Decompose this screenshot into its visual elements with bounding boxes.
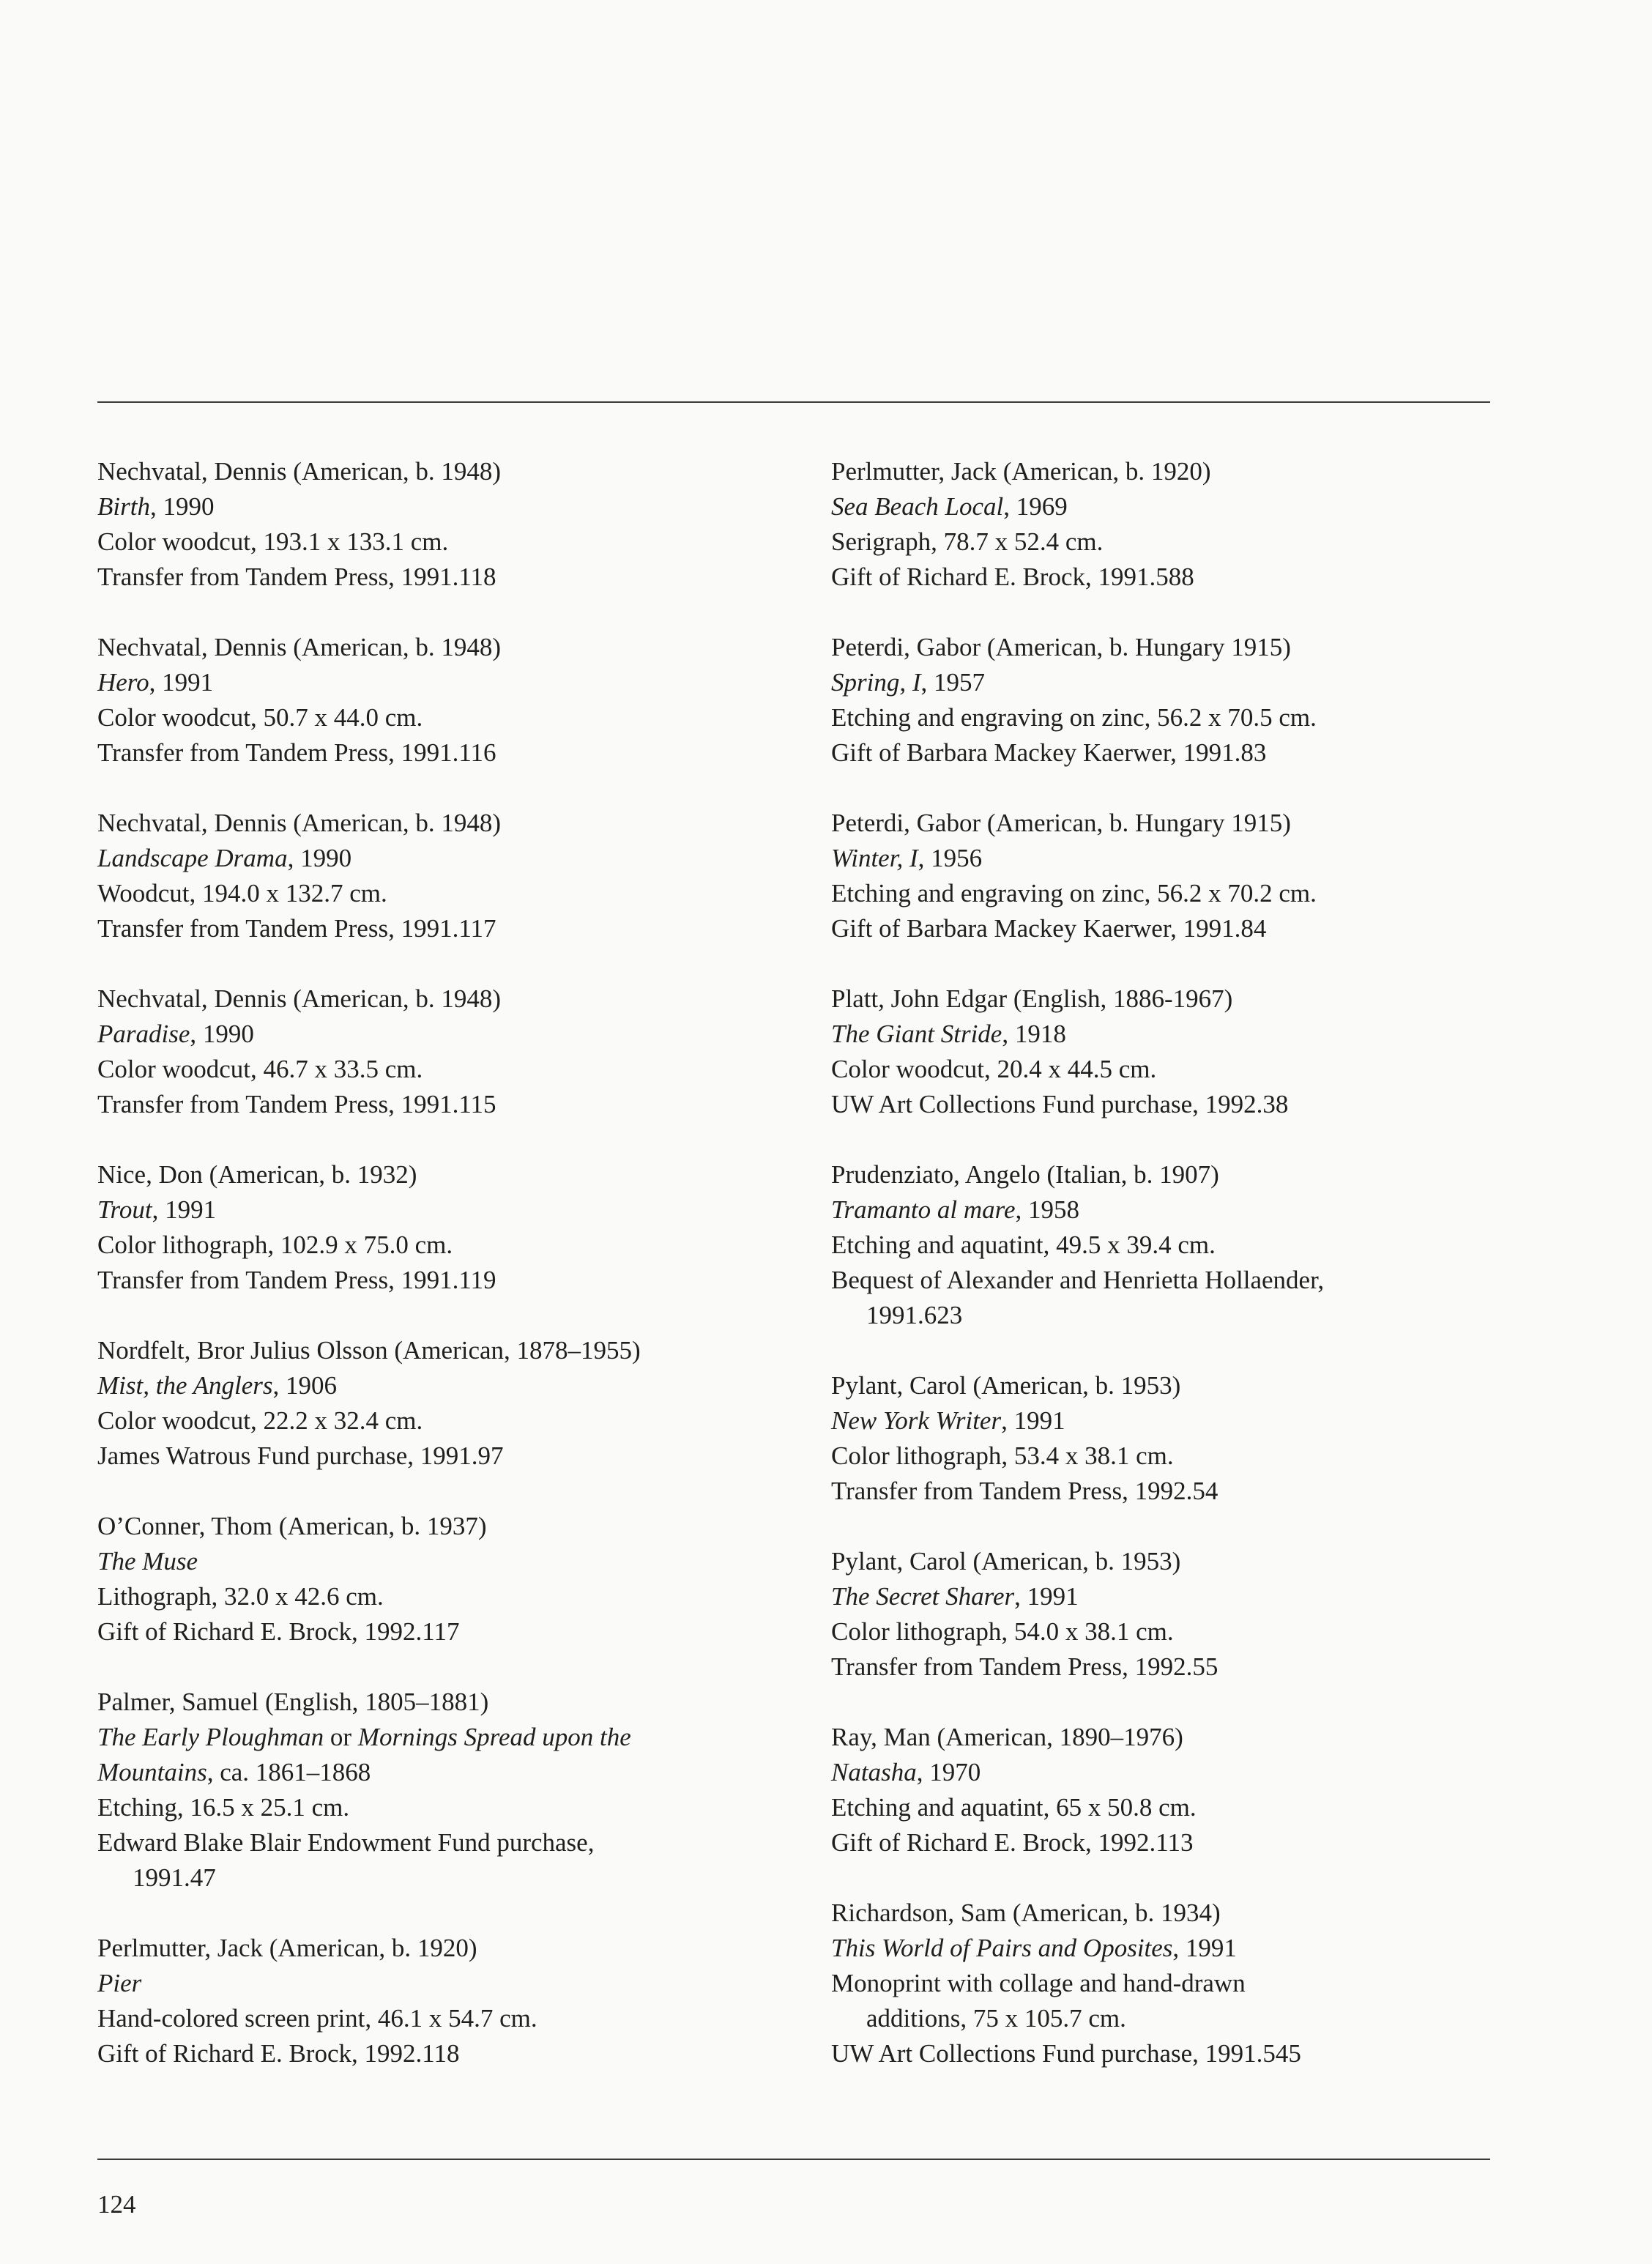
credit-line: Gift of Richard E. Brock, 1992.118	[97, 2039, 460, 2068]
credit-line: Bequest of Alexander and Henrietta Hollaender,	[831, 1266, 1325, 1294]
credit-line: Transfer from Tandem Press, 1992.55	[831, 1652, 1218, 1681]
title-segment: Natasha	[831, 1758, 917, 1786]
credit-line: Transfer from Tandem Press, 1991.118	[97, 563, 496, 591]
catalog-entry	[97, 1685, 756, 1896]
medium-dimensions: Etching and engraving on zinc, 56.2 x 70.2 cm.	[831, 879, 1317, 908]
artist-name: Peterdi, Gabor (American, b. Hungary 1915)	[831, 809, 1291, 837]
catalog-entry	[831, 1896, 1490, 2071]
catalog-entry	[831, 981, 1490, 1122]
artist-name: O’Conner, Thom (American, b. 1937)	[97, 1512, 487, 1540]
title-segment: , 1991	[149, 668, 214, 697]
artist-name: Richardson, Sam (American, b. 1934)	[831, 1899, 1221, 1927]
credit-line: Gift of Richard E. Brock, 1991.588	[831, 563, 1194, 591]
artwork-title	[97, 1017, 756, 1052]
title-segment: Pier	[97, 1969, 142, 1997]
title-segment: , 1970	[916, 1758, 981, 1786]
credit-line: Edward Blake Blair Endowment Fund purchase,	[97, 1828, 595, 1857]
title-segment: The Muse	[97, 1547, 198, 1575]
title-segment: Spring, I	[831, 668, 921, 697]
artwork-title-continued	[97, 1755, 756, 1790]
catalog-entry	[97, 806, 756, 946]
title-segment: , 1958	[1015, 1195, 1080, 1224]
artist-name: Nechvatal, Dennis (American, b. 1948)	[97, 457, 502, 486]
title-segment: , 1969	[1003, 492, 1068, 521]
artwork-title	[831, 1579, 1490, 1614]
title-segment: The Early Ploughman	[97, 1723, 324, 1751]
artist-name: Nechvatal, Dennis (American, b. 1948)	[97, 809, 502, 837]
title-segment: , 1990	[190, 1020, 254, 1048]
medium-dimensions: Color lithograph, 53.4 x 38.1 cm.	[831, 1441, 1174, 1470]
left-column	[97, 454, 756, 2107]
catalog-entry	[97, 1509, 756, 1649]
title-segment: Mornings Spread upon the	[357, 1723, 631, 1751]
credit-line: Transfer from Tandem Press, 1992.54	[831, 1477, 1218, 1505]
title-segment: This World of Pairs and Oposites	[831, 1934, 1173, 1962]
catalog-entry	[97, 454, 756, 595]
catalog-entry	[831, 454, 1490, 595]
catalog-entry	[831, 806, 1490, 946]
catalog-entry	[831, 1544, 1490, 1685]
medium-dimensions: Etching and engraving on zinc, 56.2 x 70.5 cm.	[831, 703, 1317, 732]
medium-dimensions: Etching, 16.5 x 25.1 cm.	[97, 1793, 350, 1822]
artist-name: Nice, Don (American, b. 1932)	[97, 1160, 417, 1189]
title-segment: Paradise	[97, 1020, 190, 1048]
medium-dimensions: Color lithograph, 102.9 x 75.0 cm.	[97, 1231, 453, 1259]
title-segment: Winter, I	[831, 844, 918, 872]
continued-line: additions, 75 x 105.7 cm.	[866, 2004, 1126, 2033]
credit-line: Gift of Richard E. Brock, 1992.117	[97, 1617, 460, 1646]
title-segment: , 1918	[1002, 1020, 1066, 1048]
artist-name: Perlmutter, Jack (American, b. 1920)	[97, 1934, 477, 1962]
title-segment: , ca. 1861–1868	[206, 1758, 371, 1786]
artwork-title	[831, 1755, 1490, 1790]
artist-name: Nordfelt, Bror Julius Olsson (American, 1878–1955)	[97, 1336, 641, 1365]
artwork-title	[831, 1403, 1490, 1439]
medium-dimensions: Etching and aquatint, 49.5 x 39.4 cm.	[831, 1231, 1216, 1259]
title-segment: New York Writer	[831, 1406, 1002, 1435]
title-segment: , 1990	[287, 844, 352, 872]
artwork-title	[831, 841, 1490, 876]
title-segment: , 1957	[920, 668, 985, 697]
catalog-entry	[831, 1720, 1490, 1860]
title-segment: or	[324, 1723, 358, 1751]
medium-dimensions: Color woodcut, 20.4 x 44.5 cm.	[831, 1055, 1157, 1083]
continued-line: 1991.623	[866, 1301, 963, 1329]
catalog-entry	[97, 1931, 756, 2071]
title-segment: , 1991	[1014, 1582, 1079, 1611]
top-rule	[97, 401, 1490, 403]
right-column	[831, 454, 1490, 2107]
credit-line: UW Art Collections Fund purchase, 1992.38	[831, 1090, 1289, 1118]
medium-dimensions: Etching and aquatint, 65 x 50.8 cm.	[831, 1793, 1197, 1822]
credit-line: Transfer from Tandem Press, 1991.115	[97, 1090, 496, 1118]
catalog-entry	[97, 981, 756, 1122]
medium-dimensions: Serigraph, 78.7 x 52.4 cm.	[831, 527, 1104, 556]
artwork-title	[831, 1017, 1490, 1052]
title-segment: , 1956	[918, 844, 983, 872]
artist-name: Nechvatal, Dennis (American, b. 1948)	[97, 633, 502, 661]
page-number: 124	[97, 2190, 136, 2219]
title-segment: Hero	[97, 668, 149, 697]
title-segment: The Secret Sharer	[831, 1582, 1015, 1611]
artist-name: Pylant, Carol (American, b. 1953)	[831, 1547, 1181, 1575]
credit-line: Transfer from Tandem Press, 1991.116	[97, 738, 496, 767]
artist-name: Nechvatal, Dennis (American, b. 1948)	[97, 984, 502, 1013]
credit-line: Transfer from Tandem Press, 1991.119	[97, 1266, 496, 1294]
artwork-title	[831, 1931, 1490, 1966]
title-segment: , 1906	[272, 1371, 337, 1400]
catalog-entry	[831, 630, 1490, 771]
title-segment: Sea Beach Local	[831, 492, 1004, 521]
medium-dimensions: Woodcut, 194.0 x 132.7 cm.	[97, 879, 387, 908]
artist-name: Palmer, Samuel (English, 1805–1881)	[97, 1688, 489, 1716]
medium-dimensions: Color woodcut, 50.7 x 44.0 cm.	[97, 703, 423, 732]
credit-line: Gift of Barbara Mackey Kaerwer, 1991.83	[831, 738, 1267, 767]
title-segment: , 1990	[149, 492, 215, 521]
title-segment: Trout	[97, 1195, 152, 1224]
bottom-rule	[97, 2159, 1490, 2160]
artist-name: Perlmutter, Jack (American, b. 1920)	[831, 457, 1211, 486]
artwork-title	[831, 489, 1490, 524]
artist-name: Ray, Man (American, 1890–1976)	[831, 1723, 1183, 1751]
credit-line: James Watrous Fund purchase, 1991.97	[97, 1441, 504, 1470]
artist-name: Pylant, Carol (American, b. 1953)	[831, 1371, 1181, 1400]
artwork-title	[97, 1368, 756, 1403]
artwork-title	[831, 665, 1490, 700]
artwork-title	[97, 841, 756, 876]
catalog-entry	[831, 1157, 1490, 1333]
title-segment: Mountains	[97, 1758, 207, 1786]
medium-dimensions: Color woodcut, 22.2 x 32.4 cm.	[97, 1406, 423, 1435]
medium-dimensions: Monoprint with collage and hand-drawn	[831, 1969, 1246, 1997]
artwork-title	[97, 1720, 756, 1755]
title-segment: , 1991	[1172, 1934, 1237, 1962]
credit-line: Gift of Richard E. Brock, 1992.113	[831, 1828, 1194, 1857]
catalog-entry	[97, 630, 756, 771]
artwork-title	[97, 665, 756, 700]
continued-line: 1991.47	[133, 1863, 216, 1892]
medium-dimensions: Lithograph, 32.0 x 42.6 cm.	[97, 1582, 384, 1611]
credit-line: Gift of Barbara Mackey Kaerwer, 1991.84	[831, 914, 1267, 943]
title-segment: , 1991	[152, 1195, 217, 1224]
medium-dimensions: Hand-colored screen print, 46.1 x 54.7 cm.	[97, 2004, 537, 2033]
artist-name: Platt, John Edgar (English, 1886-1967)	[831, 984, 1233, 1013]
catalog-entry	[97, 1333, 756, 1474]
medium-dimensions: Color lithograph, 54.0 x 38.1 cm.	[831, 1617, 1174, 1646]
credit-line: UW Art Collections Fund purchase, 1991.545	[831, 2039, 1301, 2068]
artwork-title	[97, 1544, 756, 1579]
artwork-title	[831, 1192, 1490, 1228]
title-segment: The Giant Stride	[831, 1020, 1002, 1048]
medium-dimensions: Color woodcut, 193.1 x 133.1 cm.	[97, 527, 449, 556]
title-segment: Birth	[97, 492, 150, 521]
artwork-title	[97, 1192, 756, 1228]
catalog-entry	[97, 1157, 756, 1298]
artwork-title	[97, 489, 756, 524]
title-segment: , 1991	[1001, 1406, 1065, 1435]
credit-line: Transfer from Tandem Press, 1991.117	[97, 914, 496, 943]
catalog-entry	[831, 1368, 1490, 1509]
medium-dimensions: Color woodcut, 46.7 x 33.5 cm.	[97, 1055, 423, 1083]
artwork-title	[97, 1966, 756, 2001]
title-segment: Mist, the Anglers	[97, 1371, 273, 1400]
title-segment: Landscape Drama	[97, 844, 288, 872]
title-segment: Tramanto al mare	[831, 1195, 1016, 1224]
artist-name: Peterdi, Gabor (American, b. Hungary 1915)	[831, 633, 1291, 661]
artist-name: Prudenziato, Angelo (Italian, b. 1907)	[831, 1160, 1219, 1189]
